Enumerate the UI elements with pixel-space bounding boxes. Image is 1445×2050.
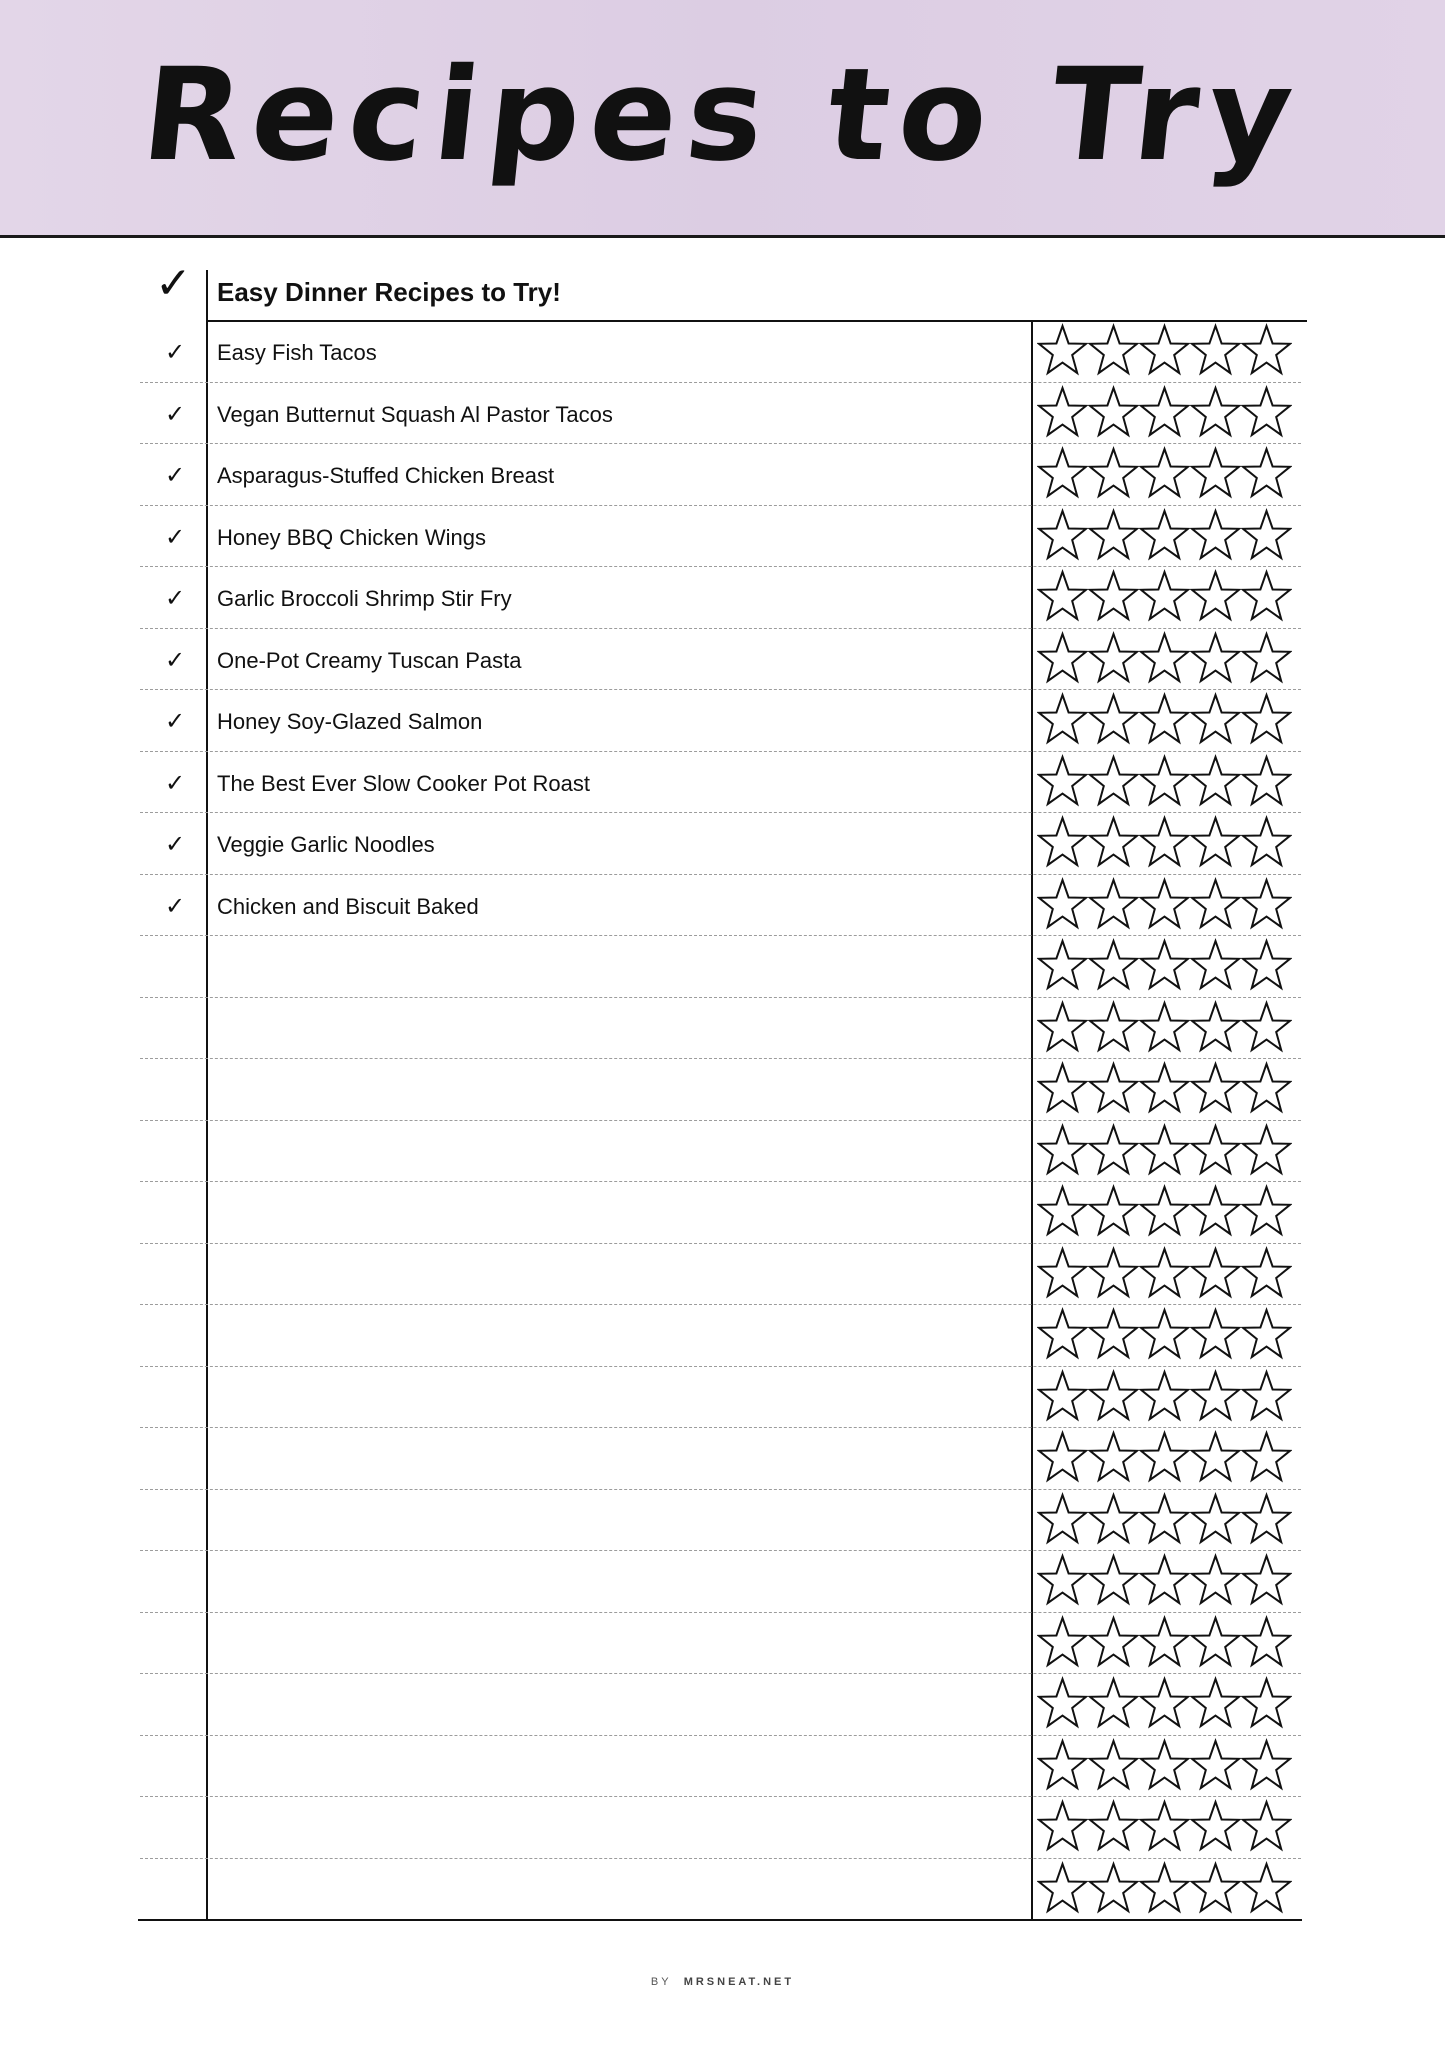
row-check-icon[interactable]: ✓ (165, 645, 186, 674)
star-icon[interactable] (1190, 1675, 1241, 1733)
recipe-name[interactable]: Easy Fish Tacos (217, 340, 377, 365)
star-icon[interactable] (1037, 630, 1088, 688)
star-icon[interactable] (1037, 1306, 1088, 1364)
star-rating[interactable] (1037, 1798, 1292, 1856)
star-icon[interactable] (1037, 1183, 1088, 1241)
star-icon[interactable] (1190, 1183, 1241, 1241)
row-divider (140, 689, 1301, 690)
star-icon[interactable] (1241, 876, 1292, 934)
star-icon[interactable] (1139, 322, 1190, 380)
star-icon[interactable] (1088, 1245, 1139, 1303)
star-icon[interactable] (1139, 937, 1190, 995)
star-icon[interactable] (1190, 568, 1241, 626)
star-icon[interactable] (1190, 1245, 1241, 1303)
row-divider (140, 628, 1301, 629)
star-rating[interactable] (1037, 1614, 1292, 1672)
star-icon[interactable] (1241, 937, 1292, 995)
star-icon[interactable] (1190, 1122, 1241, 1180)
row-divider (140, 1427, 1301, 1428)
star-icon[interactable] (1139, 630, 1190, 688)
star-icon[interactable] (1139, 1122, 1190, 1180)
recipe-name[interactable]: The Best Ever Slow Cooker Pot Roast (217, 770, 590, 796)
star-icon[interactable] (1139, 1798, 1190, 1856)
star-rating[interactable] (1037, 1245, 1292, 1303)
star-icon[interactable] (1241, 1675, 1292, 1733)
row-divider (140, 1489, 1301, 1490)
star-icon[interactable] (1241, 1491, 1292, 1549)
row-divider (140, 1858, 1301, 1859)
star-icon[interactable] (1139, 1306, 1190, 1364)
star-icon[interactable] (1241, 384, 1292, 442)
star-icon[interactable] (1190, 384, 1241, 442)
star-icon[interactable] (1139, 1675, 1190, 1733)
star-icon[interactable] (1037, 814, 1088, 872)
star-rating[interactable] (1037, 1860, 1292, 1918)
star-icon[interactable] (1088, 630, 1139, 688)
star-icon[interactable] (1241, 630, 1292, 688)
star-icon[interactable] (1088, 814, 1139, 872)
star-icon[interactable] (1037, 445, 1088, 503)
row-divider (140, 1735, 1301, 1736)
star-icon[interactable] (1190, 1798, 1241, 1856)
star-icon[interactable] (1241, 507, 1292, 565)
star-icon[interactable] (1190, 753, 1241, 811)
star-icon[interactable] (1037, 999, 1088, 1057)
footer-prefix: BY (650, 1976, 672, 1988)
star-icon[interactable] (1088, 445, 1139, 503)
star-icon[interactable] (1037, 691, 1088, 749)
star-rating[interactable] (1037, 445, 1292, 503)
star-icon[interactable] (1139, 445, 1190, 503)
star-icon[interactable] (1139, 1183, 1190, 1241)
star-rating[interactable] (1037, 1122, 1292, 1180)
row-divider (140, 1366, 1301, 1367)
star-icon[interactable] (1190, 814, 1241, 872)
star-icon[interactable] (1190, 1060, 1241, 1118)
star-icon[interactable] (1241, 1614, 1292, 1672)
footer-brand: MRSNEAT.NET (683, 1976, 795, 1988)
row-divider (140, 1120, 1301, 1121)
star-rating[interactable] (1037, 814, 1292, 872)
star-rating[interactable] (1037, 322, 1292, 380)
star-icon[interactable] (1139, 1860, 1190, 1918)
star-icon[interactable] (1190, 691, 1241, 749)
star-icon[interactable] (1037, 1860, 1088, 1918)
star-icon[interactable] (1037, 1245, 1088, 1303)
star-rating[interactable] (1037, 1737, 1292, 1795)
row-check-icon[interactable]: ✓ (165, 830, 186, 858)
row-divider (140, 1550, 1301, 1551)
star-icon[interactable] (1139, 999, 1190, 1057)
star-rating[interactable] (1037, 1675, 1292, 1733)
star-icon[interactable] (1190, 445, 1241, 503)
recipe-name[interactable]: Honey BBQ Chicken Wings (217, 524, 486, 550)
star-icon[interactable] (1139, 1614, 1190, 1672)
star-icon[interactable] (1037, 1368, 1088, 1426)
star-icon[interactable] (1088, 507, 1139, 565)
row-divider (140, 935, 1301, 936)
star-icon[interactable] (1190, 876, 1241, 934)
row-check-icon[interactable]: ✓ (165, 522, 186, 551)
recipe-name[interactable]: Honey Soy-Glazed Salmon (217, 709, 483, 734)
recipe-name[interactable]: Vegan Butternut Squash Al Pastor Tacos (217, 401, 613, 427)
star-icon[interactable] (1088, 691, 1139, 749)
recipe-name[interactable]: One-Pot Creamy Tuscan Pasta (217, 647, 522, 673)
recipe-name[interactable]: Chicken and Biscuit Baked (217, 893, 479, 919)
recipe-name[interactable]: Veggie Garlic Noodles (217, 832, 435, 857)
star-icon[interactable] (1088, 1183, 1139, 1241)
star-icon[interactable] (1190, 1429, 1241, 1487)
star-rating[interactable] (1037, 1368, 1292, 1426)
star-rating[interactable] (1037, 384, 1292, 442)
star-rating[interactable] (1037, 1429, 1292, 1487)
header-check-icon: ✓ (155, 258, 192, 309)
star-icon[interactable] (1088, 876, 1139, 934)
page-title: Recipes to Try (135, 41, 1310, 190)
star-icon[interactable] (1190, 999, 1241, 1057)
star-icon[interactable] (1139, 1060, 1190, 1118)
star-icon[interactable] (1139, 1552, 1190, 1610)
star-icon[interactable] (1241, 1368, 1292, 1426)
star-icon[interactable] (1037, 1614, 1088, 1672)
footer-credit (0, 1976, 1445, 1988)
star-rating[interactable] (1037, 1552, 1292, 1610)
star-icon[interactable] (1088, 1429, 1139, 1487)
star-icon[interactable] (1088, 1860, 1139, 1918)
row-check-icon[interactable]: ✓ (165, 707, 186, 735)
star-icon[interactable] (1088, 753, 1139, 811)
star-icon[interactable] (1139, 384, 1190, 442)
row-divider (140, 1673, 1301, 1674)
star-icon[interactable] (1190, 1614, 1241, 1672)
star-icon[interactable] (1088, 568, 1139, 626)
star-rating[interactable] (1037, 568, 1292, 626)
star-icon[interactable] (1241, 1798, 1292, 1856)
star-icon[interactable] (1241, 1429, 1292, 1487)
star-icon[interactable] (1088, 999, 1139, 1057)
star-icon[interactable] (1037, 937, 1088, 995)
row-divider (140, 997, 1301, 998)
row-divider (140, 443, 1301, 444)
recipe-name[interactable]: Garlic Broccoli Shrimp Stir Fry (217, 586, 512, 611)
star-icon[interactable] (1037, 1429, 1088, 1487)
star-icon[interactable] (1241, 1183, 1292, 1241)
star-icon[interactable] (1037, 1675, 1088, 1733)
row-divider (140, 874, 1301, 875)
star-icon[interactable] (1241, 1306, 1292, 1364)
star-icon[interactable] (1190, 507, 1241, 565)
star-icon[interactable] (1088, 1552, 1139, 1610)
row-check-icon[interactable]: ✓ (165, 338, 186, 366)
star-icon[interactable] (1088, 384, 1139, 442)
row-divider (140, 812, 1301, 813)
recipe-name[interactable]: Asparagus-Stuffed Chicken Breast (217, 463, 555, 488)
star-icon[interactable] (1139, 1429, 1190, 1487)
star-icon[interactable] (1241, 691, 1292, 749)
star-icon[interactable] (1190, 1860, 1241, 1918)
star-icon[interactable] (1037, 753, 1088, 811)
star-icon[interactable] (1241, 814, 1292, 872)
star-icon[interactable] (1037, 1491, 1088, 1549)
row-divider (140, 1612, 1301, 1613)
row-divider (140, 1243, 1301, 1244)
star-rating[interactable] (1037, 999, 1292, 1057)
star-icon[interactable] (1190, 1491, 1241, 1549)
rating-column-divider (1031, 320, 1033, 1921)
row-divider (140, 751, 1301, 752)
star-icon[interactable] (1241, 1060, 1292, 1118)
star-rating[interactable] (1037, 630, 1292, 688)
row-check-icon[interactable]: ✓ (165, 399, 186, 428)
star-icon[interactable] (1037, 1552, 1088, 1610)
star-icon[interactable] (1037, 568, 1088, 626)
row-check-icon[interactable]: ✓ (165, 891, 186, 920)
star-icon[interactable] (1088, 1675, 1139, 1733)
star-rating[interactable] (1037, 753, 1292, 811)
star-icon[interactable] (1190, 630, 1241, 688)
star-icon[interactable] (1190, 1306, 1241, 1364)
star-rating[interactable] (1037, 1060, 1292, 1118)
star-icon[interactable] (1037, 1122, 1088, 1180)
star-icon[interactable] (1037, 876, 1088, 934)
star-icon[interactable] (1088, 1737, 1139, 1795)
row-divider (140, 1181, 1301, 1182)
star-icon[interactable] (1139, 1491, 1190, 1549)
star-icon[interactable] (1088, 1368, 1139, 1426)
star-icon[interactable] (1241, 1860, 1292, 1918)
star-icon[interactable] (1190, 1552, 1241, 1610)
star-icon[interactable] (1190, 322, 1241, 380)
star-icon[interactable] (1190, 1368, 1241, 1426)
table-bottom-rule (138, 1919, 1302, 1921)
star-icon[interactable] (1088, 1491, 1139, 1549)
row-check-icon[interactable]: ✓ (165, 584, 186, 612)
star-icon[interactable] (1139, 876, 1190, 934)
star-icon[interactable] (1037, 1060, 1088, 1118)
row-divider (140, 382, 1301, 383)
row-divider (140, 505, 1301, 506)
star-icon[interactable] (1139, 691, 1190, 749)
star-icon[interactable] (1241, 1737, 1292, 1795)
row-check-icon[interactable]: ✓ (165, 461, 186, 489)
star-icon[interactable] (1241, 1552, 1292, 1610)
row-check-icon[interactable]: ✓ (165, 768, 186, 797)
star-icon[interactable] (1088, 937, 1139, 995)
star-icon[interactable] (1139, 753, 1190, 811)
star-icon[interactable] (1088, 1122, 1139, 1180)
star-icon[interactable] (1139, 507, 1190, 565)
star-icon[interactable] (1139, 1737, 1190, 1795)
row-divider (140, 1058, 1301, 1059)
star-icon[interactable] (1241, 753, 1292, 811)
star-rating[interactable] (1037, 876, 1292, 934)
star-icon[interactable] (1241, 999, 1292, 1057)
star-rating[interactable] (1037, 1306, 1292, 1364)
star-icon[interactable] (1088, 1060, 1139, 1118)
star-icon[interactable] (1241, 322, 1292, 380)
star-icon[interactable] (1088, 1306, 1139, 1364)
star-icon[interactable] (1088, 1614, 1139, 1672)
star-icon[interactable] (1037, 1737, 1088, 1795)
star-icon[interactable] (1190, 1737, 1241, 1795)
star-rating[interactable] (1037, 691, 1292, 749)
star-icon[interactable] (1037, 1798, 1088, 1856)
star-rating[interactable] (1037, 1491, 1292, 1549)
row-divider (140, 1796, 1301, 1797)
star-rating[interactable] (1037, 507, 1292, 565)
row-divider (140, 1304, 1301, 1305)
star-icon[interactable] (1037, 507, 1088, 565)
star-icon[interactable] (1088, 1798, 1139, 1856)
star-icon[interactable] (1241, 1122, 1292, 1180)
table-heading: Easy Dinner Recipes to Try! (217, 277, 561, 307)
star-rating[interactable] (1037, 1183, 1292, 1241)
row-divider (140, 566, 1301, 567)
star-icon[interactable] (1190, 937, 1241, 995)
star-icon[interactable] (1241, 1245, 1292, 1303)
star-icon[interactable] (1139, 568, 1190, 626)
star-icon[interactable] (1088, 322, 1139, 380)
star-icon[interactable] (1241, 445, 1292, 503)
star-icon[interactable] (1037, 322, 1088, 380)
star-rating[interactable] (1037, 937, 1292, 995)
star-icon[interactable] (1139, 814, 1190, 872)
star-icon[interactable] (1241, 568, 1292, 626)
star-icon[interactable] (1139, 1368, 1190, 1426)
star-icon[interactable] (1037, 384, 1088, 442)
star-icon[interactable] (1139, 1245, 1190, 1303)
